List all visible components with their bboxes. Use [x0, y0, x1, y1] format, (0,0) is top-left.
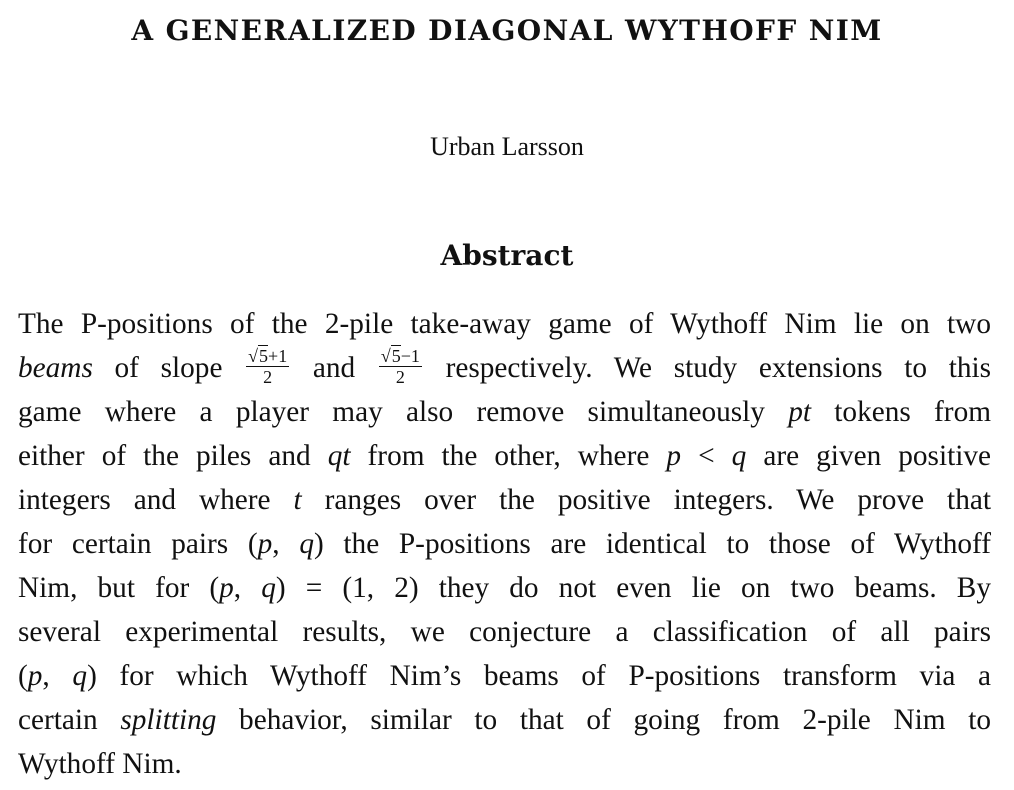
abstract-text: of slope	[92, 352, 245, 384]
numerator-rest: −1	[400, 345, 420, 366]
math-variable: p	[219, 572, 234, 604]
abstract-text: Nim, but for (	[18, 572, 220, 604]
math-variable: q	[299, 528, 314, 560]
abstract-line	[18, 390, 991, 434]
abstract-text: (	[18, 660, 28, 692]
radicand: 5	[391, 345, 401, 366]
fraction-denominator: 2	[395, 366, 405, 387]
math-variable: q	[72, 660, 88, 692]
abstract-text: from the other, where	[350, 440, 667, 472]
abstract-text: Wythoff Nim.	[18, 748, 182, 780]
abstract-text: for certain pairs (	[18, 528, 258, 560]
abstract-line	[18, 302, 991, 346]
abstract-text: several experimental results, we conjecture a classification of all pairs	[18, 616, 991, 648]
abstract-heading: Abstract	[440, 239, 574, 272]
abstract-line	[18, 698, 991, 742]
paper-title: A GENERALIZED DIAGONAL WYTHOFF NIM	[131, 14, 883, 47]
math-variable: p	[27, 660, 43, 692]
abstract-line	[18, 610, 991, 654]
sqrt-symbol: √5	[380, 345, 401, 366]
emphasis-text: splitting	[120, 704, 217, 736]
fraction-numerator	[246, 347, 289, 367]
abstract-text: game where a player may also remove simultaneously	[18, 396, 789, 428]
abstract-text: behavior, similar to that of going from 2-pile Nim to	[216, 704, 991, 736]
math-variable: q	[731, 440, 747, 472]
abstract-text: ) = (1, 2) they do not even lie on two beams. By	[275, 572, 991, 604]
math-variable: q	[261, 572, 276, 604]
math-punct: ,	[233, 572, 262, 604]
abstract-text: ) for which Wythoff Nim’s beams of P-positions transform via a	[87, 660, 991, 692]
abstract-line	[18, 654, 991, 698]
abstract-text: The P-positions of the 2-pile take-away game of Wythoff Nim lie on two	[18, 308, 991, 340]
abstract-body	[18, 302, 991, 786]
math-punct: ,	[42, 660, 73, 692]
emphasis-text: beams	[18, 352, 93, 384]
math-operator: <	[681, 440, 732, 472]
numerator-rest: +1	[268, 345, 288, 366]
abstract-text: tokens from	[811, 396, 992, 428]
abstract-line	[18, 346, 991, 390]
abstract-text: integers and where	[18, 484, 294, 516]
sqrt-symbol: √5	[248, 345, 269, 366]
golden-ratio-fraction	[246, 347, 289, 386]
math-punct: ,	[272, 528, 300, 560]
abstract-text: ) the P-positions are identical to those of Wythoff	[313, 528, 991, 560]
math-variable: p	[257, 528, 273, 560]
math-variable: pt	[788, 396, 812, 428]
math-variable: t	[293, 484, 302, 516]
math-variable: p	[666, 440, 682, 472]
abstract-text: and	[291, 352, 377, 384]
abstract-line	[18, 478, 991, 522]
abstract-text: certain	[18, 704, 121, 736]
math-variable: qt	[327, 440, 351, 472]
abstract-text: respectively. We study extensions to this	[423, 352, 992, 384]
fraction-numerator	[379, 347, 422, 367]
radicand: 5	[259, 345, 269, 366]
abstract-text: either of the piles and	[18, 440, 328, 472]
golden-ratio-conjugate-fraction	[379, 347, 422, 386]
abstract-line	[18, 566, 991, 610]
abstract-text: are given positive	[746, 440, 992, 472]
abstract-text: ranges over the positive integers. We prove that	[301, 484, 991, 516]
fraction-denominator: 2	[263, 366, 273, 387]
author-name: Urban Larsson	[430, 132, 584, 161]
abstract-line	[18, 742, 991, 786]
abstract-line	[18, 522, 991, 566]
abstract-line	[18, 434, 991, 478]
